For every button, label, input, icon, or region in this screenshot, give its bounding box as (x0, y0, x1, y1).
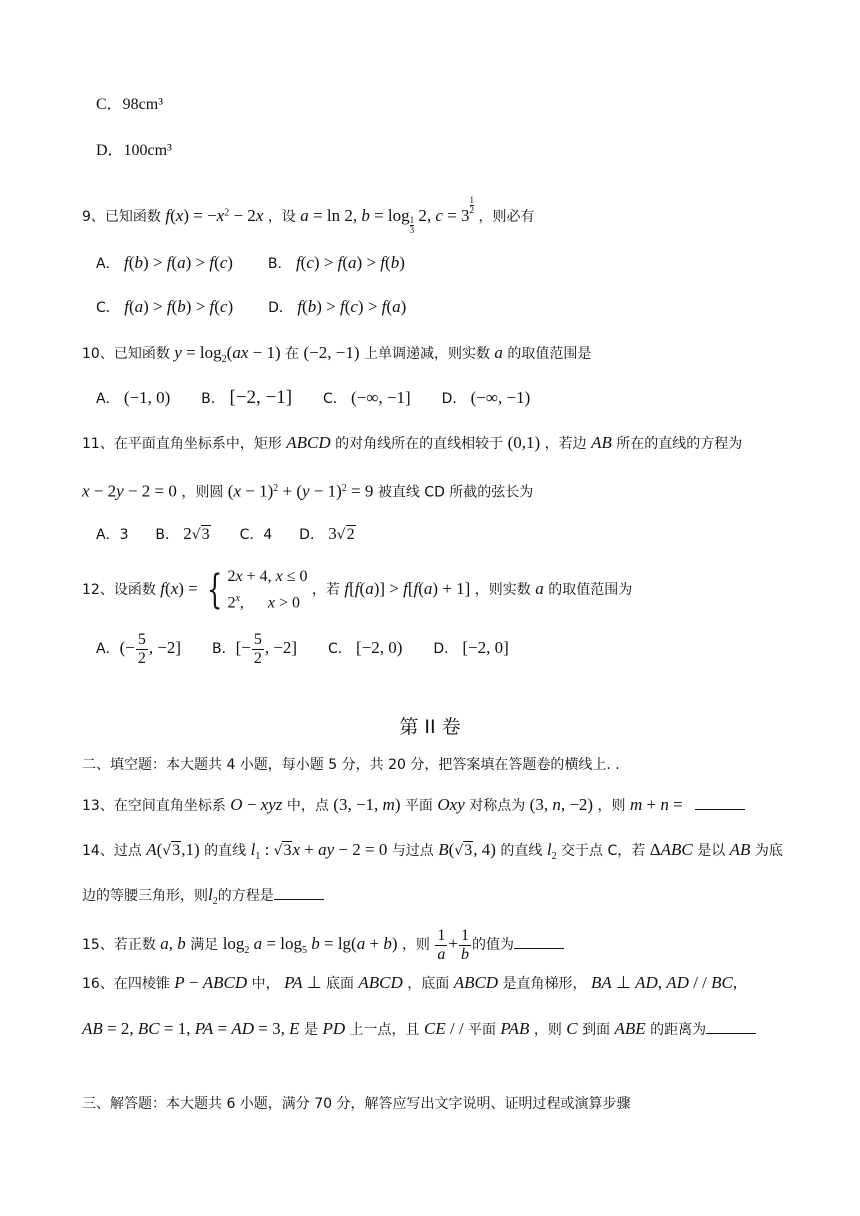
q9-stem-text-c: ，则必有 (478, 209, 535, 225)
q13-stem: 13、在空间直角坐标系 O − xyz 中，点 (3, −1, m) 平面 Oxy 对称点为 (3, n, −2) ，则 m + n = (82, 794, 745, 817)
q16-text-b: 中， (251, 976, 280, 992)
q11-stem: 11、在平面直角坐标系中，矩形 ABCD 的对角线所在的直线相较于 (0,1) ，若边 AB 所在的直线的方程为 (82, 433, 743, 452)
q15-text-d: 的值为 (471, 937, 514, 953)
q16-stem: 16、在四棱锥 P − ABCD 中， PA ⊥ 底面 ABCD ，底面 ABCD 是直角梯形， BA ⊥ AD, AD / / BC, (82, 973, 738, 992)
q13-text-e: ，则 (597, 798, 626, 814)
q8-option-d (96, 140, 172, 162)
q11-stem-line2-b: 被直线 CD 所截的弦长为 (377, 484, 534, 501)
q13-answer-blank[interactable] (695, 795, 745, 810)
q11-stem-text-c: ，若边 (544, 436, 587, 452)
q10-option-d-label: D． (441, 391, 467, 407)
q9-stem-text-b: ，设 (267, 209, 296, 225)
q8-option-c-text: C．98cm³ (96, 96, 164, 113)
q9-stem-text-a: 9、已知函数 (82, 209, 161, 225)
q9-option-a-label: A． (96, 256, 120, 272)
q11-stem-line2: x − 2y − 2 = 0 ，则圆 $(x - 1)^2 + (y - 1)^2 = 9$ 被直线 CD 所截的弦长为 (82, 481, 534, 501)
q9-option-c-label: C． (96, 300, 120, 316)
q11-stem-text-b: 的对角线所在的直线相较于 (335, 436, 504, 452)
q11-option-d-label: D． (299, 527, 324, 543)
q14-text-a: 14、过点 (82, 843, 142, 859)
q13-text-d: 对称点为 (469, 798, 526, 814)
q16-text-c: 底面 (325, 976, 354, 992)
q16-answer-blank[interactable] (706, 1019, 756, 1034)
q12-stem-text-d: 的取值范围为 (548, 582, 633, 599)
q13-text-a: 13、在空间直角坐标系 (82, 798, 226, 814)
q9-options-row2: C． f(a) > f(b) > f(c) D． f(b) > f(c) > f(a) (96, 297, 407, 316)
q14-text-e: 交于点 C，若 (561, 843, 646, 859)
q11-option-b-label: B． (155, 527, 179, 543)
q16-line2-text-d: ，则 (533, 1022, 562, 1038)
q12-option-d-label: D． (433, 641, 459, 657)
q16-text-e: 是直角梯形， (502, 976, 587, 992)
q14-text-g: 为底 (754, 843, 783, 859)
q15-text-a: 15、若正数 (82, 937, 156, 953)
q16-text-a: 16、在四棱锥 (82, 976, 170, 992)
q11-option-a-label: A．3 (96, 527, 129, 543)
q15-answer-blank[interactable] (514, 934, 564, 949)
q13-text-c: 平面 (404, 798, 433, 814)
q9-option-d-label: D． (268, 300, 293, 316)
section-2-heading: 二、填空题：本大题共 4 小题，每小题 5 分，共 20 分，把答案填在答题卷的横线上. . (82, 757, 620, 773)
q10-stem-text-a: 10、已知函数 (82, 346, 170, 362)
q14-text-f: 是以 (697, 843, 726, 859)
q12-stem: 12、设函数 f(x) = { 2x + 4, x ≤ 0 2$^x$, x > 0 ，若 f[f(a)] > f[f(a) + 1] ，则实数 a 的取值范围为 (82, 567, 633, 614)
q9-stem: 9、已知函数 $f(x) = -x^2 - 2x$ ，设 a = ln 2, b = log $\frac{1}{3}$ 2, c = 3 $\frac{1}{2}$ ，则必有 (82, 195, 535, 235)
q12-options: A．(− $\frac{5}{2}$ , −2] B．[− $\frac{5}{2}$ , −2] C． [−2, 0) D． [−2, 0] (96, 630, 509, 667)
q14-text-c: 与过点 (391, 843, 434, 859)
q12-stem-text-b: ，若 (311, 582, 340, 599)
q14-line2-text-b: 的方程是 (217, 888, 274, 904)
q8-option-c (96, 94, 163, 116)
q11-stem-line2-a: ，则圆 (181, 484, 224, 501)
q16-line2-text-e: 到面 (582, 1022, 611, 1038)
q13-text-b: 中，点 (286, 798, 329, 814)
q16-line2-text-f: 的距离为 (650, 1022, 707, 1038)
q16-stem-line2: AB = 2, BC = 1, PA = AD = 3, E 是 PD 上一点，且 CE / / 平面 PAB ，则 C 到面 ABE 的距离为 (82, 1018, 756, 1041)
q9-function-def: f (165, 206, 171, 225)
q16-line2-text-a: 是 (303, 1022, 318, 1038)
q12-option-b-label: B． (211, 641, 236, 657)
q10-stem-text-d: 的取值范围是 (507, 346, 592, 362)
q10-option-a-label: A． (96, 391, 120, 407)
section-3-heading: 三、解答题：本大题共 6 小题，满分 70 分，解答应写出文字说明、证明过程或演算步骤 (82, 1096, 631, 1112)
q12-stem-text-a: 12、设函数 (82, 582, 156, 599)
q10-options: A． (−1, 0) B． [−2, −1] C． (−∞, −1] D． (−∞, −1) (96, 387, 531, 408)
q10-stem-text-b: 在 (285, 346, 300, 362)
q12-option-a-label: A． (96, 641, 120, 657)
q10-stem: 10、已知函数 $y = \log_2(ax - 1)$ 在 (−2, −1) 上单调递减，则实数 a 的取值范围是 (82, 343, 592, 365)
q11-option-c-label: C．4 (239, 527, 273, 543)
q8-option-d-text: D．100cm³ (96, 142, 172, 159)
q14-stem-line2: 边的等腰三角形，则$l_2$的方程是 (82, 884, 324, 913)
q10-stem-text-c: 上单调递减，则实数 (363, 346, 490, 362)
q9-option-b-label: B． (267, 256, 292, 272)
q14-stem: 14、过点 A(√3,1) 的直线 $l_1$ : √3x + ay − 2 = 0 与过点 B(√3, 4) 的直线 $l_2$ 交于点 C，若 ΔABC 是以 AB 为底 (82, 840, 783, 862)
q15-stem: 15、若正数 a, b 满足 $\log_2 a = \log_5 b = \lg(a + b)$ ，则 $\frac{1}{a}$ + $\frac{1}{b}$ 的值为 (82, 926, 564, 969)
q16-line2-text-c: 平面 (467, 1022, 496, 1038)
q12-stem-text-c: ，则实数 (474, 582, 531, 599)
q10-option-b-label: B． (201, 391, 225, 407)
q15-text-b: 满足 (190, 937, 219, 953)
q14-line2-text-a: 边的等腰三角形，则 (82, 888, 208, 904)
q14-text-d: 的直线 (500, 843, 543, 859)
q16-line2-text-b: 上一点，且 (349, 1022, 420, 1038)
q12-option-c-label: C． (328, 641, 352, 657)
q14-answer-blank[interactable] (274, 885, 324, 900)
q11-options: A．3 B． 2√3 C．4 D． 3√2 (96, 524, 355, 543)
q16-text-d: ，底面 (407, 976, 450, 992)
q9-options-row1: A． f(b) > f(a) > f(c) B． f(c) > f(a) > f(b) (96, 253, 405, 272)
q10-option-c-label: C． (323, 391, 347, 407)
q14-text-b: 的直线 (204, 843, 247, 859)
q15-text-c: ，则 (401, 937, 430, 953)
section-2-title: 第 II 卷 (399, 716, 461, 738)
q11-stem-text-d: 所在的直线的方程为 (616, 436, 743, 452)
q11-stem-text-a: 11、在平面直角坐标系中，矩形 (82, 436, 282, 452)
